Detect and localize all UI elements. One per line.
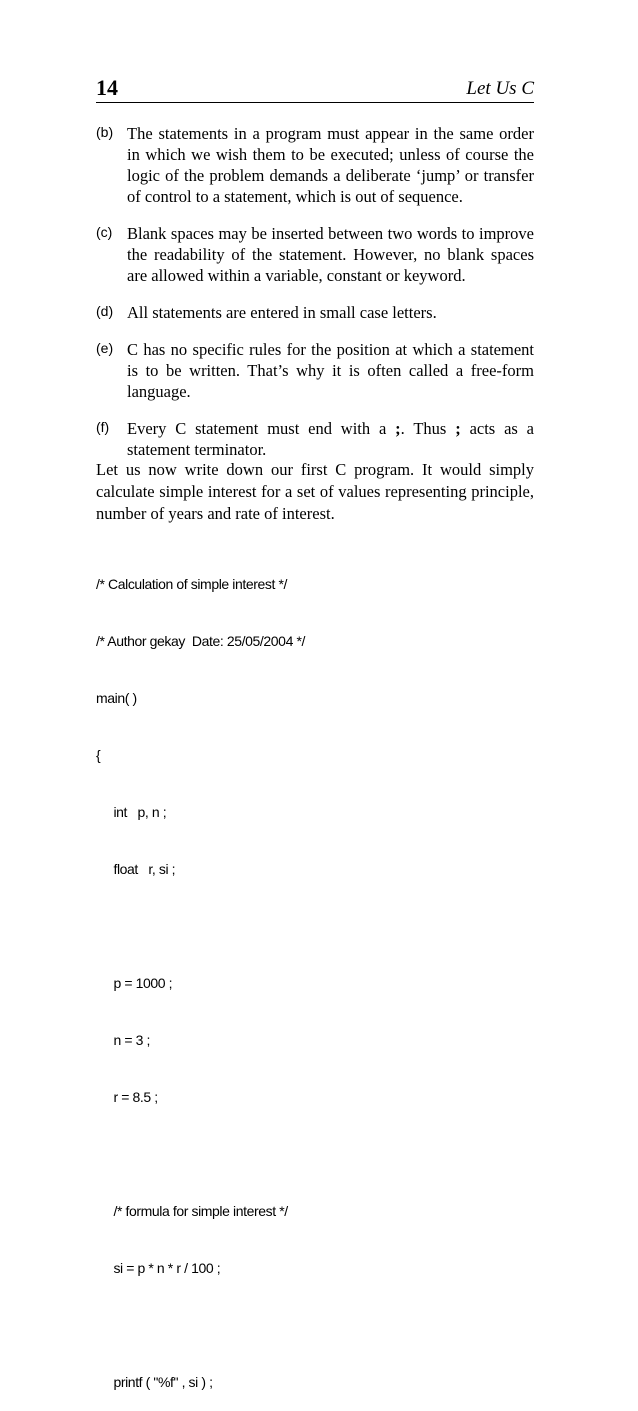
code-line: {	[96, 747, 101, 763]
code-line	[96, 917, 536, 936]
code-line: /* Calculation of simple interest */	[96, 576, 288, 592]
list-item	[96, 123, 534, 207]
code-line: si = p * n * r / 100 ;	[96, 1260, 221, 1276]
code-line: main( )	[96, 690, 137, 706]
code-line: float r, si ;	[96, 861, 176, 877]
rules-list	[96, 123, 534, 476]
page-number: 14	[96, 75, 118, 100]
text-segment: Every C statement must end with a	[127, 419, 396, 438]
list-item-text: Blank spaces may be inserted between two words to improve the readability of the statement. However, no blank spaces are allowed within a variable, constant or keyword.	[127, 224, 534, 285]
code-line: int p, n ;	[96, 804, 167, 820]
list-marker: (f)	[96, 419, 110, 435]
list-item	[96, 223, 534, 286]
semicolon-symbol: ;	[455, 419, 461, 438]
list-marker: (b)	[96, 124, 114, 140]
list-marker: (d)	[96, 303, 114, 319]
text-segment: . Thus	[400, 419, 456, 438]
code-line	[96, 1145, 536, 1164]
code-line: r = 8.5 ;	[96, 1089, 158, 1105]
list-item	[96, 339, 534, 402]
page-header	[96, 76, 534, 103]
text-segment: acts as a statement terminator.	[127, 419, 534, 459]
list-item-text: The statements in a program must appear in the same order in which we wish them to be executed; unless of course the logic of the problem demands a deliberate ‘jump’ or transfer of control to a statement, which is out of sequence.	[127, 124, 534, 206]
code-line: printf ( "%f" , si ) ;	[96, 1374, 213, 1390]
code-line: /* formula for simple interest */	[96, 1203, 288, 1219]
intro-paragraph: Let us now write down our first C program. It would simply calculate simple interest for a set of values representing principle, number of years and rate of interest.	[96, 460, 534, 523]
semicolon-symbol: ;	[395, 419, 401, 438]
list-item-text: All statements are entered in small case letters.	[127, 303, 437, 322]
list-item	[96, 302, 534, 323]
code-line: /* Author gekay Date: 25/05/2004 */	[96, 633, 305, 649]
list-marker: (e)	[96, 340, 114, 356]
list-item-text	[127, 418, 534, 460]
book-title: Let Us C	[466, 78, 534, 99]
code-line	[96, 1316, 536, 1335]
list-item-text: C has no specific rules for the position at which a statement is to be written. That’s why it is often called a free-form language.	[127, 340, 534, 401]
code-listing	[96, 537, 536, 1411]
code-line: n = 3 ;	[96, 1032, 150, 1048]
list-marker: (c)	[96, 224, 113, 240]
code-line: p = 1000 ;	[96, 975, 173, 991]
list-item	[96, 418, 534, 460]
